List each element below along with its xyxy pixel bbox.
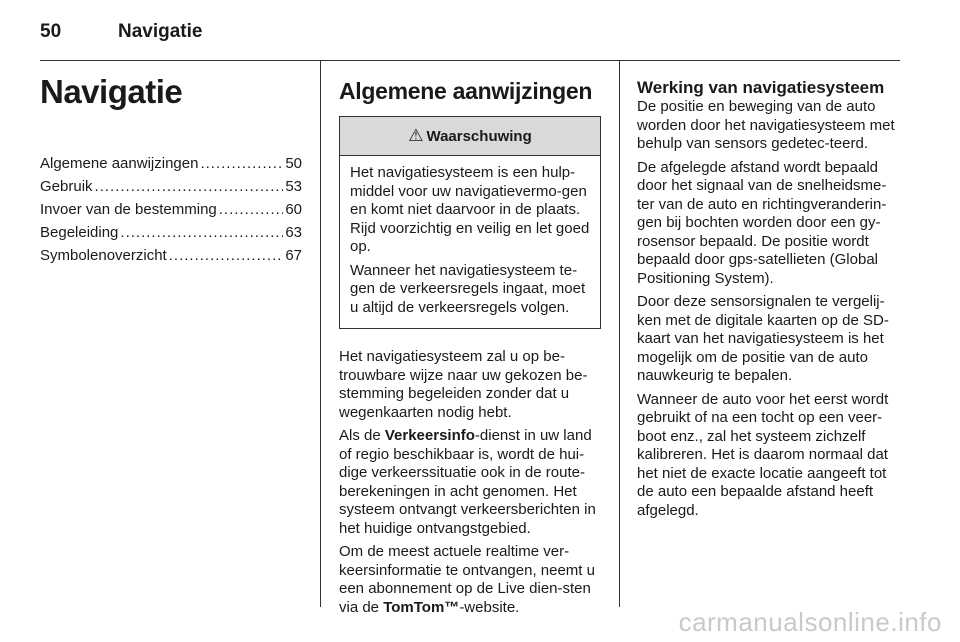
body-paragraph: Wanneer de auto voor het eerst wordt gebruikt of na een tocht op een veer-boot enz., zal het systeem zichzelf kalibreren. Het is daarom normaal dat het niet de exacte locatie aangeeft tot de auto een bepaalde afstand heeft afgelegd.	[637, 390, 889, 519]
toc-entry[interactable]	[40, 152, 302, 175]
toc-entry-page: 53	[285, 178, 302, 195]
toc-leader-dots	[200, 152, 283, 175]
toc-leader-dots	[219, 198, 284, 221]
body-paragraph: Het navigatiesysteem zal u op be-trouwbare wijze naar uw gekozen be-stemming begeleiden zonder dat u wegenkaarten nodig hebt.	[339, 348, 588, 421]
chapter-column	[40, 61, 302, 267]
service-name-verkeersinfo: Verkeersinfo	[384, 427, 475, 444]
toc-entry-label: Invoer van de bestemming	[40, 201, 217, 218]
warning-body	[340, 156, 600, 328]
toc-entry-page: 67	[285, 247, 302, 264]
toc-leader-dots	[169, 244, 284, 267]
toc-entry[interactable]	[40, 244, 302, 267]
table-of-contents	[40, 152, 302, 267]
toc-entry-page: 50	[285, 155, 302, 172]
subsection-column	[637, 61, 903, 525]
body-paragraph	[339, 543, 601, 617]
body-paragraph: Door deze sensorsignalen te vergelij-ken met de digitale kaarten op de SD-kaart van het navigatiesysteem is het mogelijk om de positie van de auto nauwkeurig te bepalen.	[637, 293, 889, 384]
chapter-title: Navigatie	[40, 73, 183, 110]
watermark-text: carmanualsonline.info	[678, 607, 942, 637]
warning-header	[340, 117, 600, 156]
warning-heading: Waarschuwing	[426, 127, 532, 145]
column-divider	[619, 61, 620, 607]
toc-entry-page: 63	[285, 224, 302, 241]
toc-entry[interactable]	[40, 221, 302, 244]
toc-entry[interactable]	[40, 198, 302, 221]
body-paragraph: De positie en beweging van de auto worden door het navigatiesysteem met behulp van sensors gedetec-teerd.	[637, 98, 895, 152]
page-number: 50	[40, 21, 62, 42]
section-title: Algemene aanwijzingen	[339, 78, 593, 104]
text-run: -website.	[459, 598, 520, 616]
body-paragraph: De afgelegde afstand wordt bepaald door het signaal van de snelheidsme-ter van de auto en richtingveranderin-gen bij bochten worden door een gy-rosensor bepaald. De positie wordt bepaald door gps-satellieten (Global Positioning System).	[637, 158, 887, 287]
toc-entry-page: 60	[285, 201, 302, 218]
section-column	[339, 61, 601, 622]
warning-box	[339, 116, 601, 329]
body-paragraph	[339, 427, 601, 538]
text-run: -dienst in uw land of regio beschikbaar is, wordt de hui-dige verkeerssituatie ook in de route-berekeningen in acht genomen. Het systeem ontvangt verkeersberichten in het huidige ontvangstgebied.	[339, 427, 596, 537]
warning-paragraph: Het navigatiesysteem is een hulp-middel voor uw navigatievermo-gen en komt niet daarvoor in de plaats. Rijd voorzichtig en veilig en let goed op.	[350, 164, 590, 255]
toc-entry-label: Begeleiding	[40, 224, 119, 241]
column-divider	[320, 61, 321, 607]
warning-paragraph: Wanneer het navigatiesysteem te-gen de verkeersregels ingaat, moet u altijd de verkeersregels volgen.	[350, 261, 586, 316]
brand-name-tomtom: TomTom™	[383, 598, 460, 616]
toc-entry-label: Algemene aanwijzingen	[40, 155, 199, 172]
toc-entry-label: Symbolenoverzicht	[40, 247, 167, 264]
toc-entry[interactable]	[40, 175, 302, 198]
warning-triangle-icon: ⚠	[408, 126, 424, 145]
toc-entry-label: Gebruik	[40, 178, 93, 195]
text-run: Als de	[339, 427, 385, 444]
toc-leader-dots	[120, 221, 283, 244]
running-title: Navigatie	[118, 21, 203, 42]
page-header	[40, 12, 202, 52]
text-run: Om de meest actuele realtime ver-keersinformatie te ontvangen, neemt u een abonnement op de Live dien-sten via de	[339, 543, 595, 616]
subsection-title: Werking van navigatiesysteem	[637, 78, 885, 97]
toc-leader-dots	[95, 175, 284, 198]
